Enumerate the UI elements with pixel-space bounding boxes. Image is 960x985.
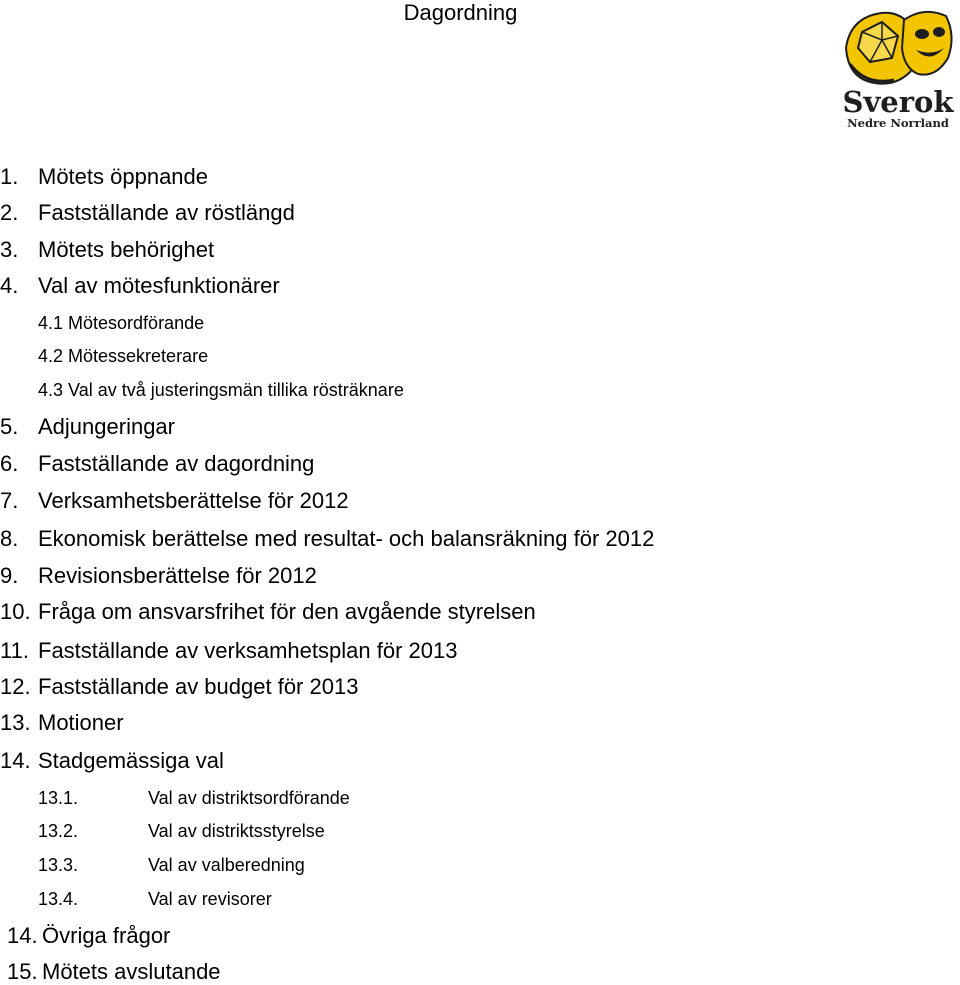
agenda-item-number: 11.	[0, 638, 29, 663]
agenda-item-text: Fastställande av verksamhetsplan för 2013	[38, 638, 458, 663]
agenda-subitem-number: 13.2.	[38, 821, 79, 841]
agenda-item-text: Fastställande av budget för 2013	[38, 674, 359, 699]
agenda-item-text: Fråga om ansvarsfrihet för den avgående styrelsen	[38, 599, 536, 624]
agenda-subitem-text: Val av distriktsordförande	[148, 788, 350, 808]
theater-masks-icon	[846, 12, 952, 84]
agenda-subitem-text: Val av revisorer	[148, 889, 272, 909]
agenda-subitem-text: 4.1 Mötesordförande	[38, 313, 205, 333]
agenda-subitem-number: 13.3.	[38, 855, 79, 875]
agenda-item-number: 9.	[0, 563, 19, 588]
agenda-subitem-number: 13.1.	[38, 788, 79, 808]
agenda-item-number: 5.	[0, 414, 19, 439]
agenda-item-number: 2.	[0, 200, 19, 225]
agenda-item-number: 4.	[0, 273, 19, 298]
agenda-item-number: 7.	[0, 488, 19, 513]
agenda-item-text: Stadgemässiga val	[38, 748, 224, 773]
logo-wordmark: Sverok	[842, 85, 954, 119]
agenda-item-text: Fastställande av röstlängd	[38, 200, 295, 225]
agenda-item-text: Adjungeringar	[38, 414, 175, 439]
agenda-item-text: Val av mötesfunktionärer	[38, 273, 280, 298]
agenda-subitem-text: Val av distriktsstyrelse	[148, 821, 325, 841]
agenda-item-text: Revisionsberättelse för 2012	[38, 563, 317, 588]
agenda-item-number: 8.	[0, 526, 19, 551]
agenda-subitem-text: 4.2 Mötessekreterare	[38, 346, 209, 366]
agenda-item-text: Motioner	[38, 710, 124, 735]
agenda-item-number: 1.	[0, 164, 19, 189]
sverok-logo	[836, 2, 960, 130]
agenda-subitem-text: 4.3 Val av två justeringsmän tillika rösträknare	[38, 380, 404, 400]
agenda-item-number: 3.	[0, 237, 19, 262]
agenda-item-text: Verksamhetsberättelse för 2012	[38, 488, 349, 513]
agenda-item-number: 14.	[7, 923, 38, 948]
agenda-item-number: 13.	[0, 710, 31, 735]
agenda-item-number: 10.	[0, 599, 31, 624]
agenda-item-text: Ekonomisk berättelse med resultat- och balansräkning för 2012	[38, 526, 655, 551]
agenda-item-number: 14.	[0, 748, 31, 773]
logo-subtitle: Nedre Norrland	[847, 116, 949, 130]
agenda-item-text: Övriga frågor	[42, 923, 171, 948]
agenda-item-text: Fastställande av dagordning	[38, 451, 315, 476]
agenda-item-number: 15.	[7, 959, 38, 984]
agenda-item-text: Mötets behörighet	[38, 237, 215, 262]
agenda-item-text: Mötets öppnande	[38, 164, 209, 189]
agenda-subitem-text: Val av valberedning	[148, 855, 305, 875]
agenda-item-number: 12.	[0, 674, 31, 699]
agenda-item-text: Mötets avslutande	[42, 959, 221, 984]
agenda-subitem-number: 13.4.	[38, 889, 79, 909]
page-title: Dagordning	[403, 0, 518, 25]
agenda-item-number: 6.	[0, 451, 19, 476]
